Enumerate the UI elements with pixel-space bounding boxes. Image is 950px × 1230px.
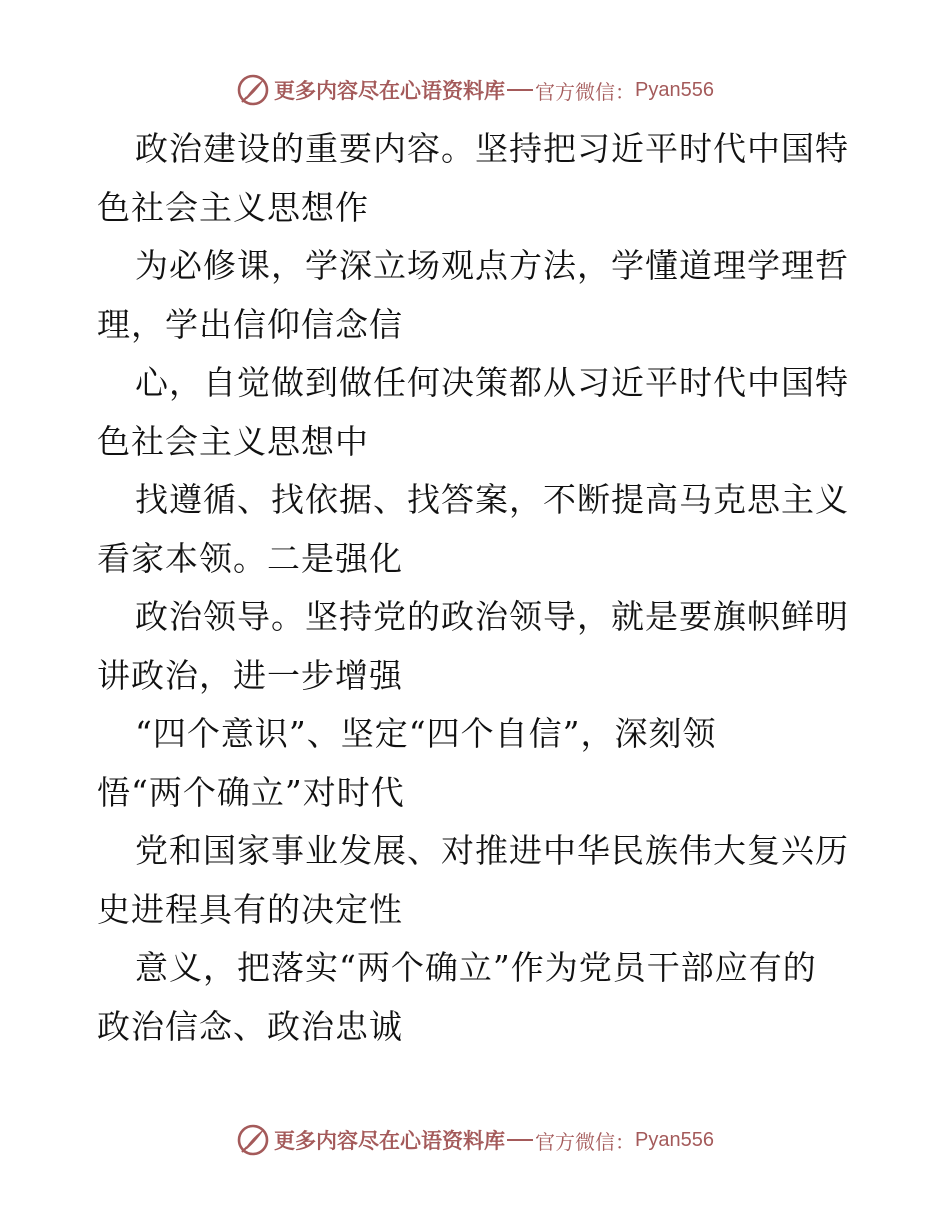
footer-banner-text: 更多内容尽在心语资料库 — [274, 1128, 506, 1153]
text-line: 找遵循、找依据、找答案，不断提高马克思主义 — [135, 480, 849, 519]
text-line: 为必修课，学深立场观点方法，学懂道理学理哲 — [135, 246, 849, 285]
text-line: “四个意识”、坚定“四个自信”，深刻领 — [135, 714, 717, 753]
header-banner-dash — [507, 89, 533, 91]
text-line: 看家本领。二是强化 — [97, 538, 403, 578]
header-wechat-id: Pyan556 — [635, 78, 714, 101]
header-banner — [0, 70, 950, 110]
header-wechat-label: 官方微信： — [535, 79, 636, 104]
footer-banner — [0, 1120, 950, 1160]
text-line: 政治建设的重要内容。坚持把习近平时代中国特 — [135, 129, 849, 168]
footer-wechat-id: Pyan556 — [635, 1128, 714, 1151]
header-banner-text: 更多内容尽在心语资料库 — [274, 78, 506, 103]
text-line: 意义，把落实“两个确立”作为党员干部应有的 — [135, 948, 817, 987]
text-line: 政治领导。坚持党的政治领导，就是要旗帜鲜明 — [135, 597, 849, 636]
text-line: 色社会主义思想中 — [97, 421, 369, 461]
text-line: 史进程具有的决定性 — [97, 889, 403, 929]
text-line: 悟“两个确立”对时代 — [97, 772, 405, 812]
text-line: 党和国家事业发展、对推进中华民族伟大复兴历 — [135, 831, 849, 870]
quill-pen-logo-icon — [236, 1123, 270, 1157]
footer-banner-dash — [507, 1139, 533, 1141]
text-line: 心，自觉做到做任何决策都从习近平时代中国特 — [135, 363, 849, 402]
text-line: 理，学出信仰信念信 — [97, 304, 403, 344]
quill-pen-logo-icon — [236, 73, 270, 107]
text-line: 政治信念、政治忠诚 — [97, 1006, 403, 1046]
text-line: 讲政治，进一步增强 — [97, 655, 403, 695]
document-body — [97, 120, 857, 1056]
footer-wechat-label: 官方微信： — [535, 1129, 636, 1154]
text-line: 色社会主义思想作 — [97, 187, 369, 227]
